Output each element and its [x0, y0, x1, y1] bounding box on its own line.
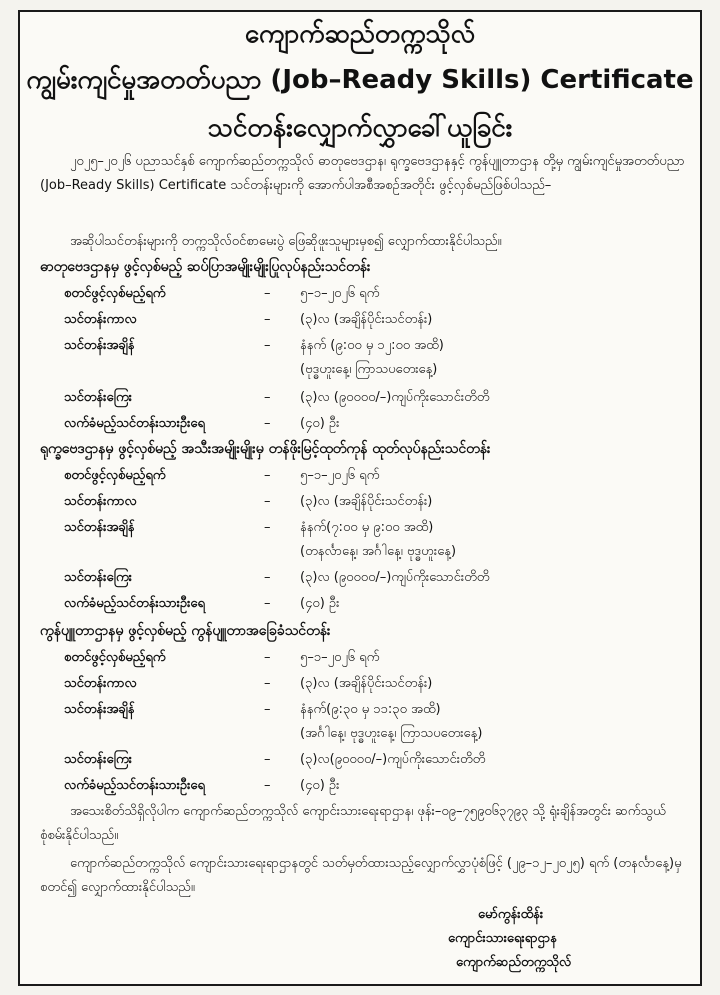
- course-days: (ဗုဒ္ဓဟူးနေ့၊ ကြာသပတေးနေ့): [300, 362, 438, 377]
- course-row: [64, 282, 694, 306]
- course-row: [64, 464, 694, 488]
- row-label: လက်ခံမည့်သင်တန်းသားဦးရေ: [64, 778, 205, 793]
- row-label: သင်တန်းကာလ: [64, 312, 137, 327]
- row-label: လက်ခံမည့်သင်တန်းသားဦးရေ: [64, 416, 205, 431]
- row-label: စတင်ဖွင့်လှစ်မည့်ရက်: [64, 468, 166, 483]
- row-value: (၃)လ (အချိန်ပိုင်းသင်တန်း): [300, 676, 433, 691]
- row-label: စတင်ဖွင့်လှစ်မည့်ရက်: [64, 286, 166, 301]
- row-dash: –: [264, 312, 271, 327]
- row-dash: –: [264, 416, 271, 431]
- row-value: (၃)လ (၉၀၀၀ဝ/–)ကျပ်ကိုးသောင်းတိတိ: [300, 390, 490, 405]
- row-value: နံနက်(၉:၃၀ မှ ၁၁:၃၀ အထိ): [300, 702, 441, 717]
- course-row: [64, 566, 694, 590]
- row-dash: –: [264, 338, 271, 353]
- row-dash: –: [264, 494, 271, 509]
- row-label: သင်တန်းကြေး: [64, 570, 132, 585]
- course-row: [64, 698, 694, 722]
- row-dash: –: [264, 390, 271, 405]
- row-dash: –: [264, 596, 271, 611]
- row-dash: –: [264, 778, 271, 793]
- row-label: သင်တန်းအချိန်: [64, 338, 135, 353]
- course-row: [64, 412, 694, 436]
- course-days: (တနင်္လာနေ့၊ အင်္ဂါနေ့၊ ဗုဒ္ဓဟူးနေ့): [300, 544, 457, 559]
- row-value: (၄၀) ဦး: [300, 596, 340, 611]
- course-heading-chemistry: ဓာတုဗေဒဌာနမှ ဖွင့်လှစ်မည့် ဆပ်ပြာအမျိုးမျိုးပြုလုပ်နည်းသင်တန်း: [40, 259, 371, 275]
- course-heading-computer: ကွန်ပျူတာဌာနမှ ဖွင့်လှစ်မည့် ကွန်ပျူတာအခြေခံသင်တန်း: [40, 623, 331, 639]
- row-dash: –: [264, 752, 271, 767]
- row-value: (၄၀) ဦး: [300, 778, 340, 793]
- row-value: နံနက် (၉:၀၀ မှ ၁၂:၀၀ အထိ): [300, 338, 444, 353]
- row-label: သင်တန်းကြေး: [64, 752, 132, 767]
- row-label: လက်ခံမည့်သင်တန်းသားဦးရေ: [64, 596, 205, 611]
- row-label: သင်တန်းအချိန်: [64, 702, 135, 717]
- row-label: သင်တန်းကာလ: [64, 494, 137, 509]
- signature-title: မော်ကွန်းထိန်း: [478, 907, 544, 922]
- row-value: ၅–၁–၂၀၂၆ ရက်: [300, 468, 380, 483]
- announcement-title: သင်တန်းလျှောက်လွှာခေါ်ယူခြင်း: [207, 113, 513, 143]
- course-days: (အင်္ဂါနေ့၊ ဗုဒ္ဓဟူးနေ့၊ ကြာသပတေးနေ့): [300, 726, 483, 741]
- row-value: ၅–၁–၂၀၂၆ ရက်: [300, 286, 380, 301]
- course-row: [64, 490, 694, 514]
- row-dash: –: [264, 702, 271, 717]
- application-paragraph: ကျောက်ဆည်တက္ကသိုလ် ကျောင်းသားရေးရာဌာနတွင် သတ်မှတ်ထားသည့်လျှောက်လွှာပုံစံဖြင့် (၂၉–၁၂–၂၀၂၅) ရက် (တနင်္လာနေ့)မှ စတင်၍ လျှောက်ထားနိုင်ပါသည်။: [40, 856, 682, 895]
- row-dash: –: [264, 468, 271, 483]
- contact-paragraph: အသေးစိတ်သိရှိလိုပါက ကျောက်ဆည်တက္ကသိုလ် ကျောင်းသားရေးရာဌာန၊ ဖုန်း–၀၉–၇၅၉၀၆၃၇၉၃ သို့ ရုံးချိန်အတွင်း ဆက်သွယ်စုံစမ်းနိုင်ပါသည်။: [40, 804, 666, 843]
- signature-organization: ကျောက်ဆည်တက္ကသိုလ်: [456, 955, 572, 970]
- row-value: (၄၀) ဦး: [300, 416, 340, 431]
- course-row: [64, 672, 694, 696]
- row-value: ၅–၁–၂၀၂၆ ရက်: [300, 650, 380, 665]
- row-value: (၃)လ (၉၀၀၀ဝ/–)ကျပ်ကိုးသောင်းတိတိ: [300, 570, 490, 585]
- row-label: စတင်ဖွင့်လှစ်မည့်ရက်: [64, 650, 166, 665]
- course-row: [64, 308, 694, 332]
- university-title: ကျောက်ဆည်တက္ကသိုလ်: [244, 19, 476, 49]
- course-row: [64, 386, 694, 410]
- course-row: [64, 774, 694, 798]
- row-value: (၃)လ (အချိန်ပိုင်းသင်တန်း): [300, 312, 433, 327]
- course-row: [64, 516, 694, 540]
- row-dash: –: [264, 520, 271, 535]
- course-heading-botany: ရုက္ခဗေဒဌာနမှ ဖွင့်လှစ်မည့် အသီးအမျိုးမျိုးမှ တန်ဖိုးမြင့်ထုတ်ကုန် ထုတ်လုပ်နည်းသင်တန်း: [40, 441, 491, 457]
- course-row: [64, 646, 694, 670]
- row-dash: –: [264, 286, 271, 301]
- course-row: [64, 592, 694, 616]
- course-row: [64, 334, 694, 358]
- row-label: သင်တန်းကြေး: [64, 390, 132, 405]
- row-value: နံနက်(၇:၀၀ မှ ၉:၀၀ အထိ): [300, 520, 434, 535]
- row-dash: –: [264, 676, 271, 691]
- row-dash: –: [264, 570, 271, 585]
- row-dash: –: [264, 650, 271, 665]
- intro-paragraph: ၂၀၂၅–၂၀၂၆ ပညာသင်နှစ် ကျောက်ဆည်တက္ကသိုလ် ဓာတုဗေဒဌာန၊ ရုက္ခဗေဒဌာနနှင့် ကွန်ပျူတာဌာန တို့မှ ကျွမ်းကျင်မှုအတတ်ပညာ (Job–Ready Skills) Certificate သင်တန်းများကို အောက်ပါအစီအစဉ်အတိုင်း ဖွင့်လှစ်မည်ဖြစ်ပါသည်–: [40, 154, 685, 193]
- course-row: [64, 748, 694, 772]
- row-label: သင်တန်းအချိန်: [64, 520, 135, 535]
- row-label: သင်တန်းကာလ: [64, 676, 137, 691]
- row-value: (၃)လ(၉၀၀၀ဝ/–)ကျပ်ကိုးသောင်းတိတိ: [300, 752, 486, 767]
- signature-department: ကျောင်းသားရေးရာဌာန: [448, 931, 557, 946]
- certificate-title: ကျွမ်းကျင်မှုအတတ်ပညာ (Job–Ready Skills) Certificate: [26, 65, 694, 95]
- eligibility-paragraph: အဆိုပါသင်တန်းများကို တက္ကသိုလ်ဝင်စာမေးပွဲ ဖြေဆိုဖူးသူများမှစ၍ လျှောက်ထားနိုင်ပါသည်။: [70, 234, 502, 249]
- row-value: (၃)လ (အချိန်ပိုင်းသင်တန်း): [300, 494, 433, 509]
